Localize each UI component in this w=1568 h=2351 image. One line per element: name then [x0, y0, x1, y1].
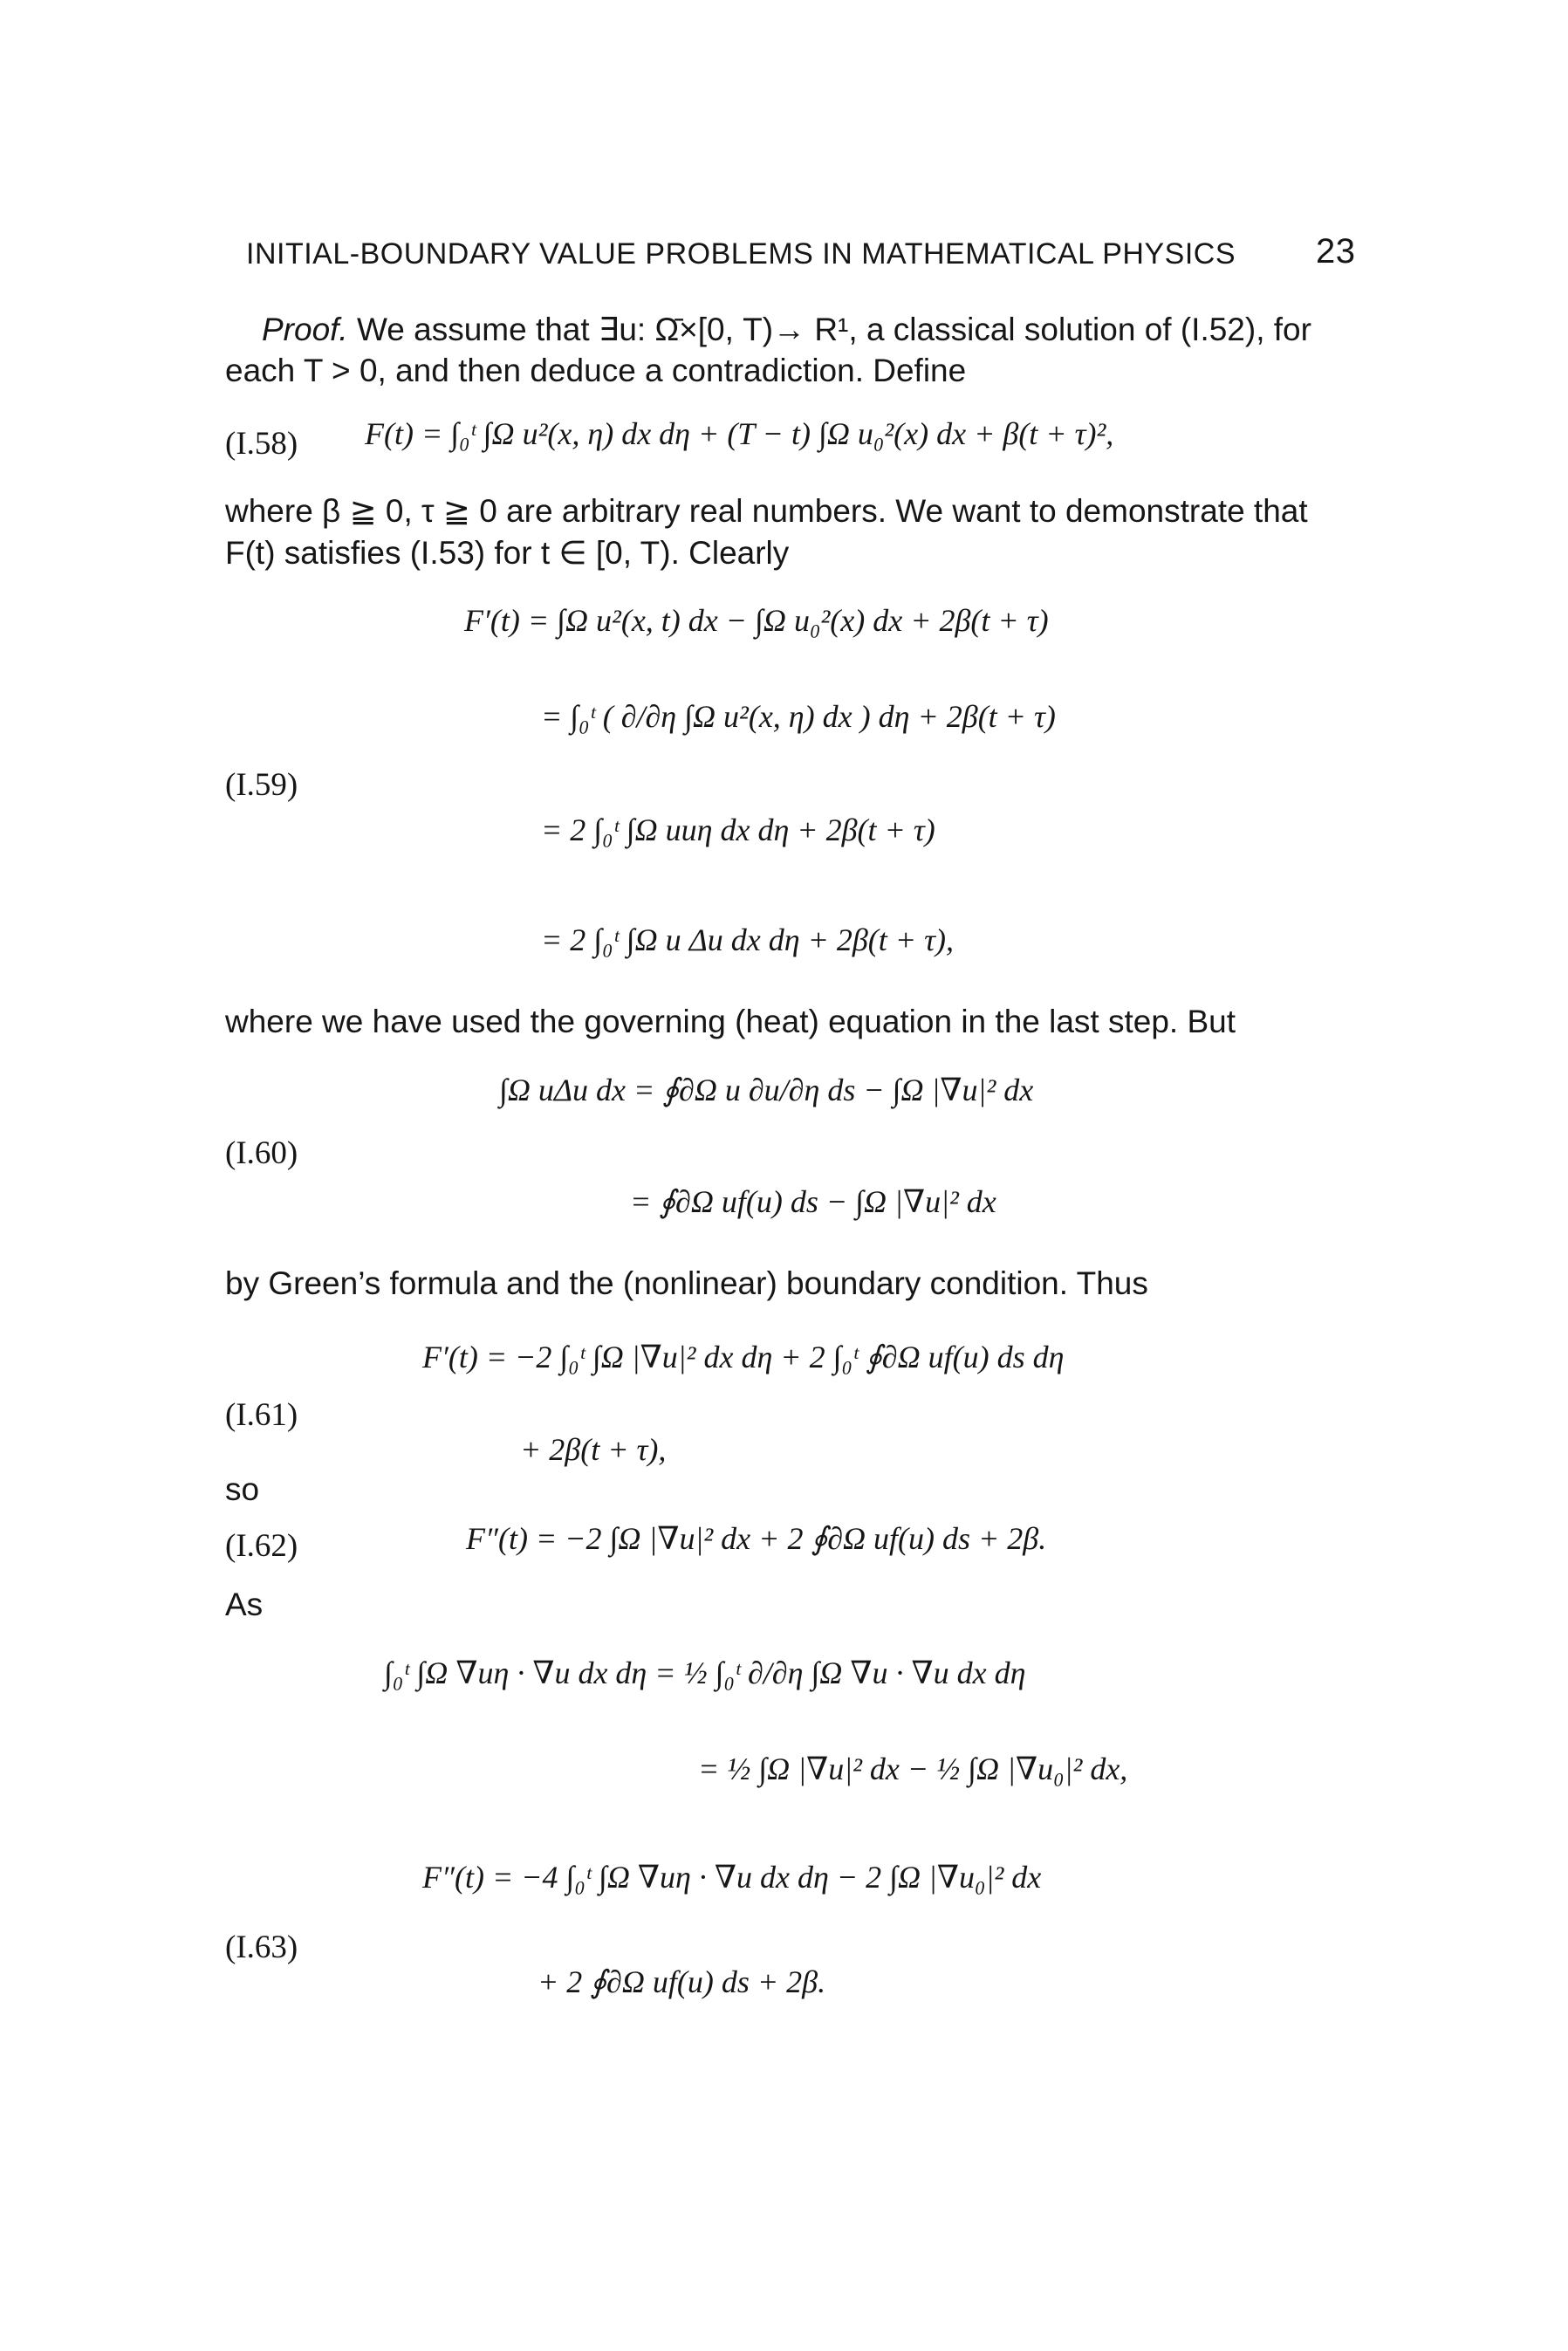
- equation-I59-line-4: = 2 ∫₀ᵗ ∫Ω u Δu dx dη + 2β(t + τ),: [541, 922, 954, 957]
- equation-I60-line-1: ∫Ω uΔu dx = ∮∂Ω u ∂u/∂η ds − ∫Ω |∇u|² dx: [499, 1073, 1034, 1107]
- eq-label-I63: (I.63): [225, 1929, 298, 1965]
- proof-word: Proof.: [262, 312, 348, 347]
- equation-I62: F″(t) = −2 ∫Ω |∇u|² dx + 2 ∮∂Ω uf(u) ds + 2β.: [466, 1521, 1047, 1556]
- eq-label-I62: (I.62): [225, 1528, 298, 1564]
- equation-I59-line-3: = 2 ∫₀ᵗ ∫Ω uuη dx dη + 2β(t + τ): [541, 812, 935, 847]
- para-after-160: by Green’s formula and the (nonlinear) boundary condition. Thus: [225, 1265, 1148, 1301]
- eq-label-I58: (I.58): [225, 426, 298, 462]
- running-title: INITIAL-BOUNDARY VALUE PROBLEMS IN MATHEMATICAL PHYSICS: [246, 237, 1236, 271]
- equation-as-line-2: = ½ ∫Ω |∇u|² dx − ½ ∫Ω |∇u₀|² dx,: [698, 1751, 1128, 1786]
- equation-I63-line-1: F″(t) = −4 ∫₀ᵗ ∫Ω ∇uη · ∇u dx dη − 2 ∫Ω |∇u₀|² dx: [422, 1860, 1042, 1895]
- para-after-158-line-2: F(t) satisfies (I.53) for t ∈ [0, T). Clearly: [225, 535, 790, 571]
- intro-line-1: [262, 311, 1311, 348]
- eq-label-I59: (I.59): [225, 767, 298, 803]
- equation-I61-line-1: F′(t) = −2 ∫₀ᵗ ∫Ω |∇u|² dx dη + 2 ∫₀ᵗ ∮∂Ω uf(u) ds dη: [422, 1340, 1065, 1374]
- para-after-159: where we have used the governing (heat) equation in the last step. But: [225, 1004, 1236, 1039]
- word-so: so: [225, 1471, 260, 1507]
- page-number: 23: [1316, 232, 1356, 271]
- equation-as-line-1: ∫₀ᵗ ∫Ω ∇uη · ∇u dx dη = ½ ∫₀ᵗ ∂/∂η ∫Ω ∇u · ∇u dx dη: [384, 1655, 1026, 1690]
- equation-I60-line-2: = ∮∂Ω uf(u) ds − ∫Ω |∇u|² dx: [630, 1184, 996, 1219]
- intro-line-2: each T > 0, and then deduce a contradiction. Define: [225, 353, 967, 388]
- equation-I58: F(t) = ∫₀ᵗ ∫Ω u²(x, η) dx dη + (T − t) ∫Ω u₀²(x) dx + β(t + τ)²,: [365, 416, 1114, 451]
- word-as: As: [225, 1587, 264, 1622]
- intro-line-1-text: We assume that ∃u: Ω̄×[0, T)→ R¹, a classical solution of (I.52), for: [347, 312, 1311, 347]
- para-after-158-line-1: where β ≧ 0, τ ≧ 0 are arbitrary real numbers. We want to demonstrate that: [225, 493, 1308, 529]
- equation-I61-line-2: + 2β(t + τ),: [520, 1432, 667, 1467]
- eq-label-I60: (I.60): [225, 1135, 298, 1171]
- equation-I59-line-1: F′(t) = ∫Ω u²(x, t) dx − ∫Ω u₀²(x) dx + 2β(t + τ): [464, 603, 1049, 638]
- eq-label-I61: (I.61): [225, 1397, 298, 1433]
- equation-I59-line-2: = ∫₀ᵗ ( ∂/∂η ∫Ω u²(x, η) dx ) dη + 2β(t + τ): [541, 699, 1056, 734]
- equation-I63-line-2: + 2 ∮∂Ω uf(u) ds + 2β.: [538, 1964, 826, 1999]
